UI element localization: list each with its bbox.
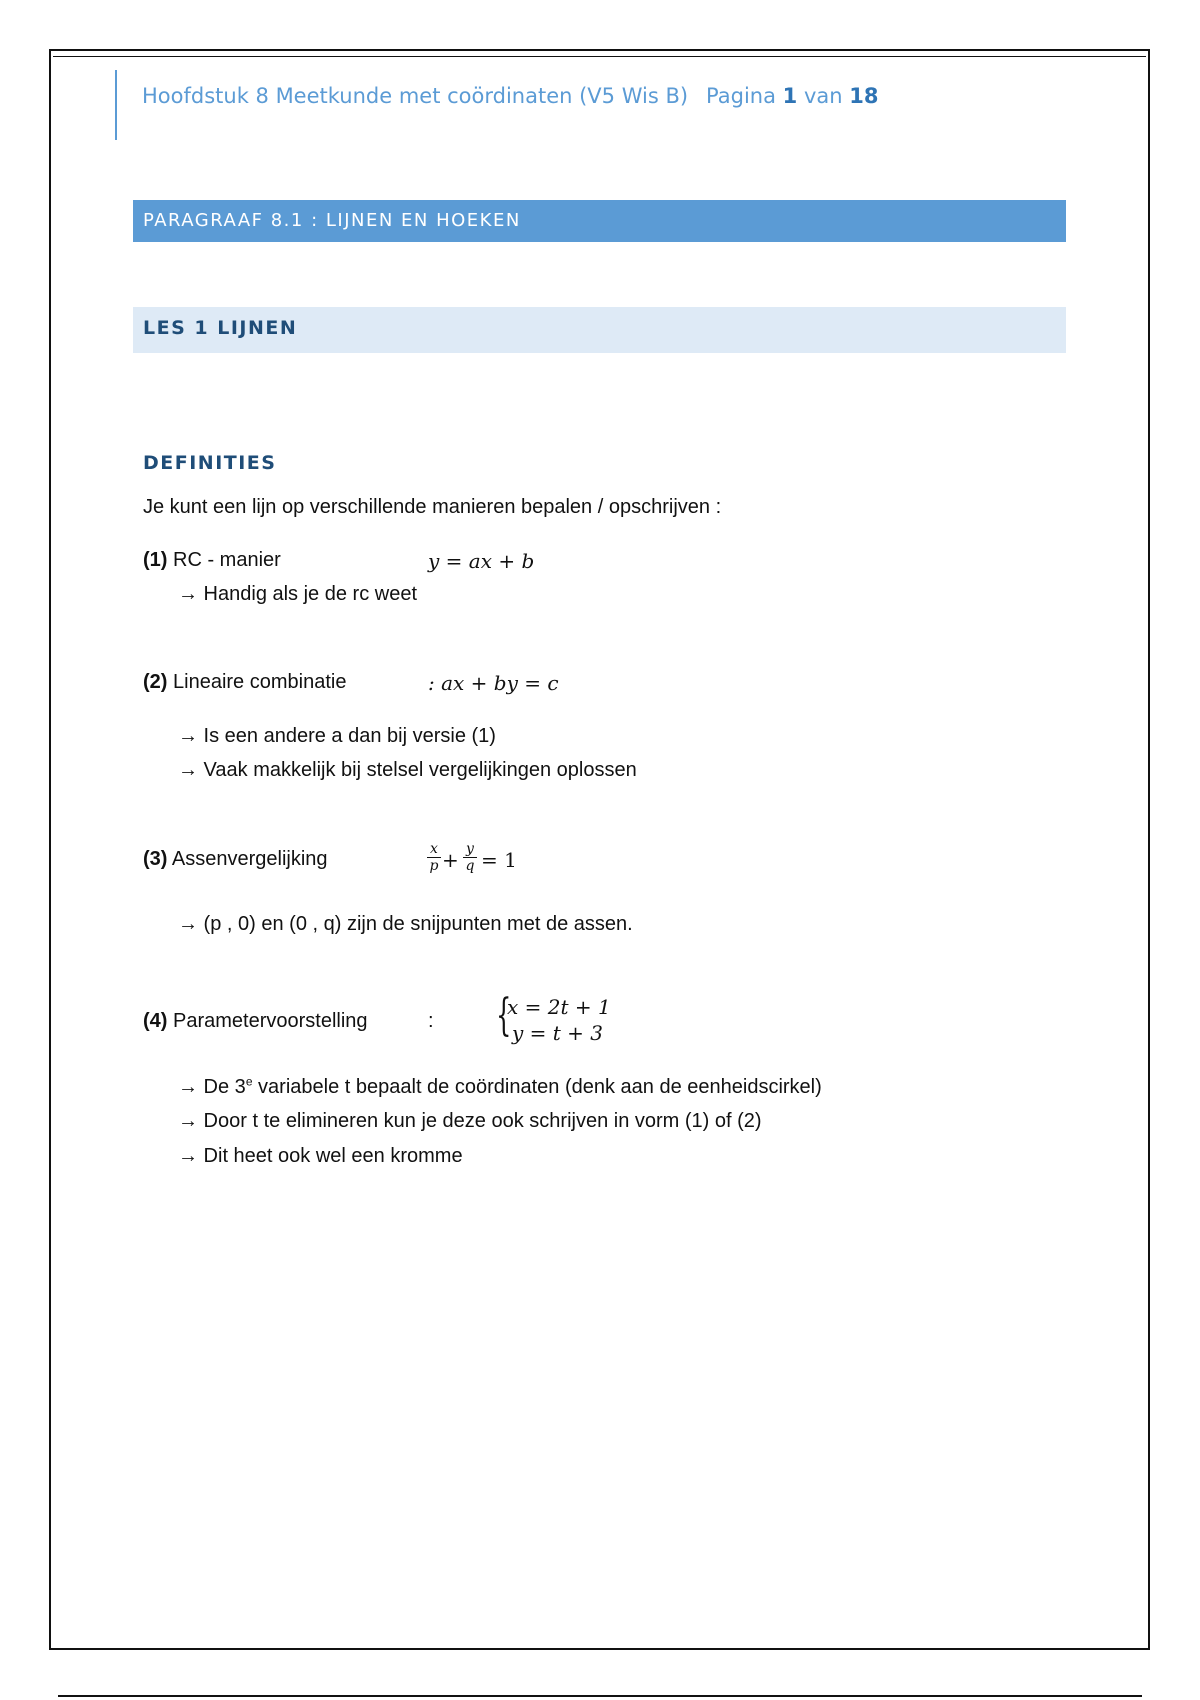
item-3-frac1-den: p bbox=[429, 858, 439, 874]
item-4-note-2: → Door t te elimineren kun je deze ook schrijven in vorm (1) of (2) bbox=[178, 1110, 762, 1132]
item-2-row bbox=[143, 671, 346, 694]
header-accent-bar bbox=[115, 70, 117, 140]
item-4-brace: { bbox=[496, 990, 512, 1041]
item-2-formula: : ax + by = c bbox=[428, 671, 559, 695]
item-1-formula: y = ax + b bbox=[428, 549, 535, 573]
header-page-current: 1 bbox=[782, 84, 798, 108]
item-3-frac2-den: q bbox=[465, 858, 475, 874]
item-3-frac2-num: y bbox=[466, 841, 474, 857]
header-page-total: 18 bbox=[849, 84, 879, 108]
page-top-rule bbox=[53, 56, 1146, 57]
page-header bbox=[115, 70, 1015, 140]
paragraaf-heading: PARAGRAAF 8.1 : LIJNEN EN HOEKEN bbox=[133, 200, 1066, 242]
item-3-rhs: = 1 bbox=[481, 848, 517, 872]
item-1-row bbox=[143, 549, 281, 572]
item-3-number: (3) bbox=[143, 848, 168, 870]
item-4-row bbox=[143, 1010, 368, 1033]
item-4-colon: : bbox=[428, 1010, 434, 1032]
item-1-number: (1) bbox=[143, 549, 168, 571]
item-2-number: (2) bbox=[143, 671, 168, 693]
item-3-frac1-num: x bbox=[430, 841, 438, 857]
item-2-label: Lineaire combinatie bbox=[173, 671, 347, 693]
item-4-label: Parametervoorstelling bbox=[173, 1010, 368, 1032]
item-2-note-2: → Vaak makkelijk bij stelsel vergelijkingen oplossen bbox=[178, 759, 637, 781]
header-text bbox=[142, 84, 879, 108]
item-3-fraction-y-q bbox=[463, 841, 477, 874]
page-bottom-rule bbox=[58, 1695, 1142, 1697]
item-2-note-1: → Is een andere a dan bij versie (1) bbox=[178, 725, 496, 747]
item-4-note-3: → Dit heet ook wel een kromme bbox=[178, 1145, 463, 1167]
item-3-row bbox=[143, 848, 328, 871]
item-3-fraction-x-p bbox=[427, 841, 441, 874]
item-3-label: Assenvergelijking bbox=[171, 848, 328, 870]
item-4-formula-line-1: x = 2t + 1 bbox=[507, 995, 611, 1019]
item-3-plus: + bbox=[442, 848, 459, 872]
item-4-number: (4) bbox=[143, 1010, 168, 1032]
item-1-note-1: → Handig als je de rc weet bbox=[178, 583, 418, 605]
definities-heading: DEFINITIES bbox=[143, 452, 277, 474]
item-4-note-1-post: variabele t bepaalt de coördinaten (denk aan de eenheidscirkel) bbox=[252, 1076, 822, 1098]
header-page-of: van bbox=[803, 84, 843, 108]
definities-intro: Je kunt een lijn op verschillende manieren bepalen / opschrijven : bbox=[143, 496, 722, 518]
item-4-note-1 bbox=[178, 1076, 822, 1099]
item-1-label: RC - manier bbox=[173, 549, 281, 571]
les-heading: LES 1 LIJNEN bbox=[133, 307, 1066, 353]
item-4-formula-line-2: y = t + 3 bbox=[512, 1021, 604, 1045]
header-title: Hoofdstuk 8 Meetkunde met coördinaten (V5 Wis B) bbox=[142, 84, 689, 108]
header-page-word: Pagina bbox=[706, 84, 776, 108]
item-4-note-1-pre: → De 3 bbox=[178, 1076, 246, 1098]
item-4-note-1-sup: e bbox=[245, 1074, 253, 1089]
item-3-note-1: → (p , 0) en (0 , q) zijn de snijpunten met de assen. bbox=[178, 913, 633, 935]
